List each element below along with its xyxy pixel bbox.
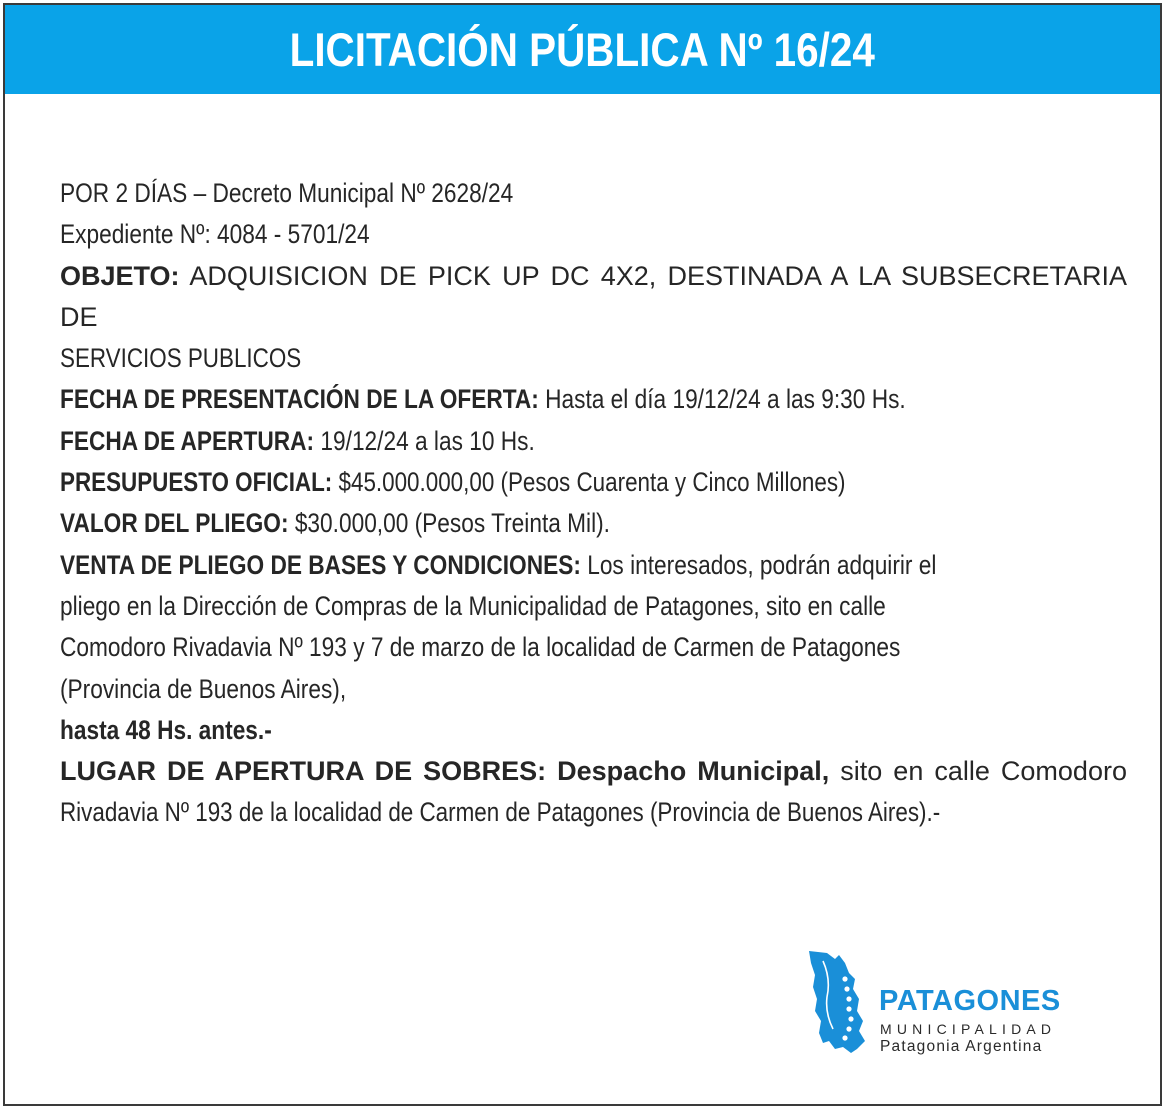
- budget-value: $45.000.000,00 (Pesos Cuarenta y Cinco Millones): [338, 467, 846, 498]
- spec-value-value: $30.000,00 (Pesos Treinta Mil).: [294, 508, 610, 539]
- object-line-2: SERVICIOS PUBLICOS: [60, 343, 302, 374]
- opening-place-label: LUGAR DE APERTURA DE SOBRES:: [60, 756, 547, 787]
- offer-date-label: FECHA DE PRESENTACIÓN DE LA OFERTA:: [60, 384, 539, 415]
- offer-date-value: Hasta el día 19/12/24 a las 9:30 Hs.: [545, 384, 906, 415]
- patagones-map-icon: [805, 949, 867, 1055]
- budget-line: [60, 462, 946, 503]
- patagones-logo: [805, 949, 1085, 1059]
- spec-value-label: VALOR DEL PLIEGO:: [60, 508, 289, 539]
- opening-date-value: 19/12/24 a las 10 Hs.: [320, 425, 535, 456]
- offer-date-line: [60, 379, 956, 420]
- sale-line-2: pliego en la Dirección de Compras de la Municipalidad de Patagones, sito en calle: [60, 590, 886, 621]
- opening-date-label: FECHA DE APERTURA:: [60, 425, 315, 456]
- logo-region: Patagonia Argentina: [880, 1038, 1043, 1055]
- opening-date-line: [60, 421, 956, 462]
- logo-name: PATAGONES: [879, 985, 1061, 1017]
- opening-place-bold: Despacho Municipal,: [557, 756, 830, 787]
- deadline: hasta 48 Hs. antes.-: [60, 714, 272, 745]
- notice-header: [5, 5, 1160, 94]
- opening-place-line-1: [60, 751, 1127, 792]
- sale-label: VENTA DE PLIEGO DE BASES Y CONDICIONES:: [60, 549, 581, 580]
- sale-text-1: Los interesados, podrán adquirir el: [587, 549, 937, 580]
- object-value: ADQUISICION DE PICK UP DC 4X2, DESTINADA A LA SUBSECRETARIA DE: [60, 260, 1127, 332]
- budget-label: PRESUPUESTO OFICIAL:: [60, 467, 333, 498]
- notice-title: LICITACIÓN PÚBLICA Nº 16/24: [289, 23, 876, 76]
- sale-line-1: [60, 545, 956, 586]
- sale-line-4: (Provincia de Buenos Aires),: [60, 673, 347, 704]
- sale-line-3: Comodoro Rivadavia Nº 193 y 7 de marzo de la localidad de Carmen de Patagones: [60, 632, 901, 663]
- duration-decree: POR 2 DÍAS – Decreto Municipal Nº 2628/24: [60, 178, 514, 208]
- opening-place-line-2: Rivadavia Nº 193 de la localidad de Carmen de Patagones (Provincia de Buenos Aires).-: [60, 797, 941, 828]
- notice-frame: [3, 3, 1162, 1106]
- object-label: OBJETO:: [60, 260, 180, 291]
- object-line-1: [60, 256, 1127, 339]
- notice-body: [60, 173, 1127, 834]
- spec-value-line: [60, 503, 956, 544]
- file-number: Expediente Nº: 4084 - 5701/24: [60, 219, 370, 250]
- opening-place-rest: sito en calle Comodoro: [840, 756, 1127, 787]
- logo-subtitle: MUNICIPALIDAD: [880, 1021, 1057, 1037]
